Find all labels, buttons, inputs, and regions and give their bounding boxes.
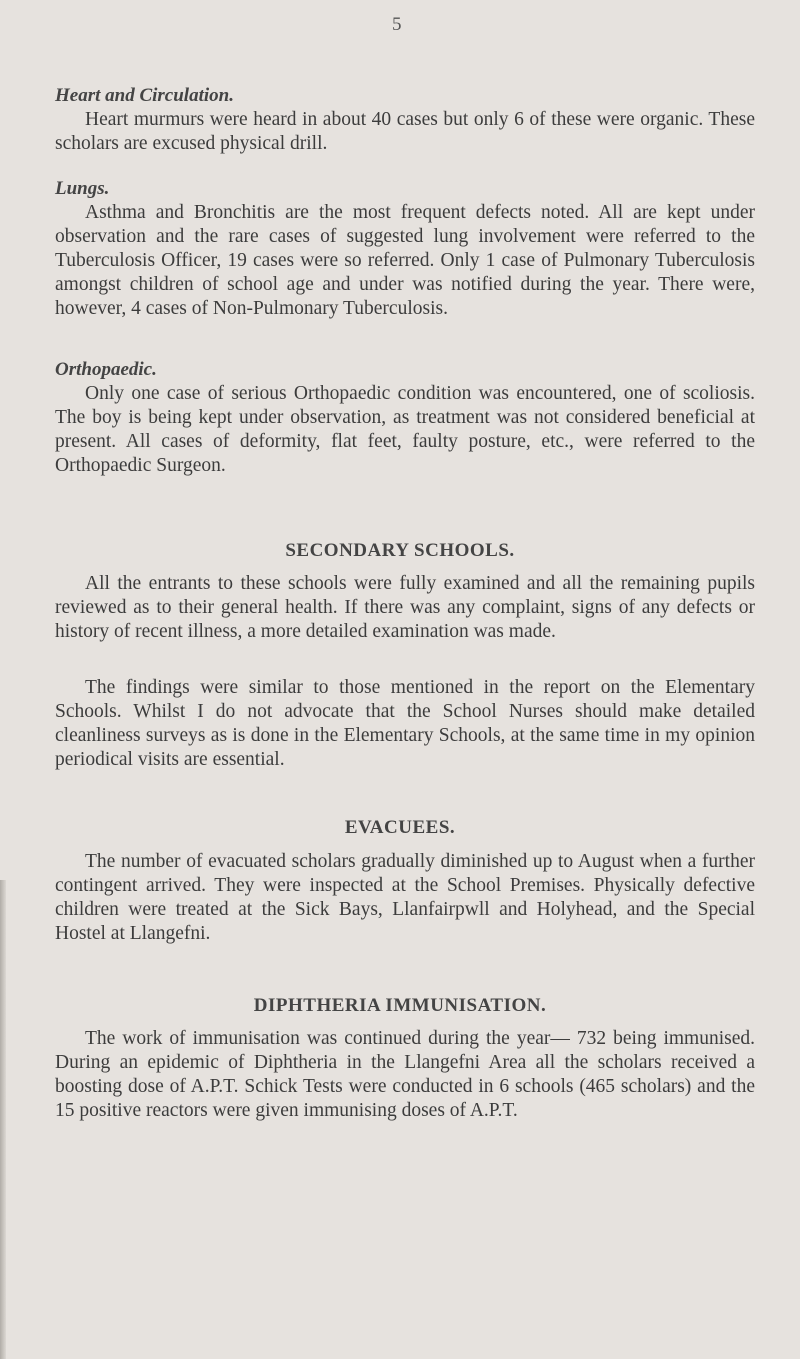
page-number: 5 (392, 14, 402, 35)
heading-diphtheria: DIPHTHERIA IMMUNISATION. (253, 995, 547, 1016)
section-diphtheria (55, 1027, 755, 1123)
section-secondary-schools (55, 572, 755, 644)
section-heading: Orthopaedic. (55, 359, 157, 380)
section-heart-circulation (55, 84, 755, 156)
section-paragraph: Asthma and Bronchitis are the most frequent defects noted. All are kept under observation and the rare cases of suggested lung involvement were referred to the Tuberculosis Officer, 19 cases were so referred. Only 1 case of Pulmonary Tuberculosis amongst children of school age and under was notified during the year. There were, however, 4 cases of Non-Pulmonary Tuberculosis. (55, 202, 755, 319)
section-evacuees (55, 850, 755, 946)
section-lungs (55, 177, 755, 321)
section-paragraph: Heart murmurs were heard in about 40 cases but only 6 of these were organic. These scholars are excused physical drill. (55, 109, 755, 154)
evacuees-paragraph: The number of evacuated scholars gradually diminished up to August when a further contingent arrived. They were inspected at the School Premises. Physically defective children were treated at the Sick Bays, Llanfairpwll and Holyhead, and the Special Hostel at Llangefni. (55, 851, 755, 944)
page-edge-shadow (0, 880, 6, 1359)
heading-evacuees: EVACUEES. (344, 817, 456, 838)
section-secondary-schools-2 (55, 676, 755, 772)
heading-secondary-schools: SECONDARY SCHOOLS. (285, 540, 515, 561)
secondary-paragraph-1: All the entrants to these schools were fully examined and all the remaining pupils reviewed as to their general health. If there was any complaint, signs of any defects or history of recent illness, a more detailed examination was made. (55, 573, 755, 642)
diphtheria-paragraph: The work of immunisation was continued during the year— 732 being immunised. During an epidemic of Diphtheria in the Llangefni Area all the scholars received a boosting dose of A.P.T. Schick Tests were conducted in 6 schools (465 scholars) and the 15 positive reactors were given immunising doses of A.P.T. (55, 1028, 755, 1121)
section-paragraph: Only one case of serious Orthopaedic condition was encountered, one of scoliosis. The boy is being kept under observation, as treatment was not considered beneficial at present. All cases of deformity, flat feet, faulty posture, etc., were referred to the Orthopaedic Surgeon. (55, 383, 755, 476)
section-heading: Heart and Circulation. (55, 85, 234, 106)
secondary-paragraph-2: The findings were similar to those mentioned in the report on the Elementary Schools. Whilst I do not advocate that the School Nurses should make detailed cleanliness surveys as is done in the Elementary Schools, at the same time in my opinion periodical visits are essential. (55, 677, 755, 770)
section-orthopaedic (55, 358, 755, 478)
section-heading: Lungs. (55, 178, 110, 199)
